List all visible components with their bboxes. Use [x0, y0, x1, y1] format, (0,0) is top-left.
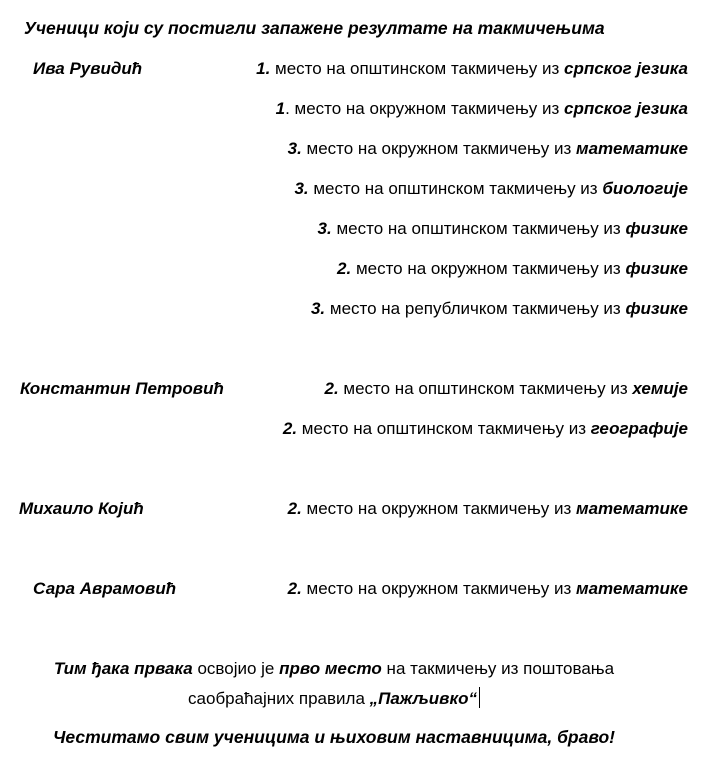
result-subject: географије: [590, 419, 688, 438]
result-text: место на окружном такмичењу из: [301, 139, 577, 158]
result-text: место на општинском такмичењу из: [297, 419, 591, 438]
result-line: [288, 139, 688, 159]
result-text: место на општинском такмичењу из: [270, 59, 564, 78]
competition-name: „Пажљивко“: [369, 689, 477, 708]
result-subject: математике: [576, 579, 688, 598]
page-title: Ученици који су постигли запажене резултате на такмичењима: [24, 18, 605, 38]
result-text: место на републичком такмичењу из: [325, 299, 626, 318]
result-line: [288, 499, 688, 519]
result-line: [256, 59, 688, 79]
result-text: . место на окружном такмичењу из: [285, 99, 564, 118]
team-place: прво место: [279, 659, 382, 678]
closing-message: Честитамо свим ученицима и њиховим наставницима, браво!: [53, 727, 615, 747]
team-paragraph-line2: [0, 687, 668, 709]
team-text: саобраћајних правила: [188, 689, 370, 708]
result-text: место на општинском такмичењу из: [338, 379, 633, 398]
result-subject: физике: [625, 299, 688, 318]
result-subject: математике: [576, 139, 688, 158]
student-name: Сара Аврамовић: [33, 579, 177, 598]
result-place: 2.: [282, 419, 298, 438]
result-line: [318, 219, 688, 239]
result-line: [283, 419, 688, 439]
result-place: 2.: [337, 259, 352, 278]
student-name: Константин Петровић: [20, 379, 224, 398]
result-place: 3.: [317, 219, 332, 238]
result-place: 2.: [287, 579, 302, 598]
result-subject: физике: [625, 219, 688, 238]
result-text: место на окружном такмичењу из: [351, 259, 626, 278]
result-subject: хемије: [632, 379, 688, 398]
result-subject: математике: [576, 499, 688, 518]
result-place: 3.: [294, 179, 309, 198]
result-place: 3.: [287, 139, 302, 158]
result-subject: српског језика: [564, 59, 688, 78]
result-text: место на општинском такмичењу из: [331, 219, 626, 238]
result-line: [294, 179, 688, 199]
result-line: [276, 99, 688, 119]
result-subject: биологије: [602, 179, 688, 198]
result-place: 3.: [310, 299, 326, 318]
student-name: Михаило Којић: [19, 499, 144, 518]
result-place: 2.: [324, 379, 339, 398]
result-place: 1: [275, 99, 286, 118]
team-text: на такмичењу из поштовања: [381, 659, 615, 678]
result-line: [311, 299, 688, 319]
result-place: 2.: [287, 499, 302, 518]
team-name: Тим ђака првака: [53, 659, 193, 678]
result-text: место на окружном такмичењу из: [301, 499, 577, 518]
result-line: [324, 379, 688, 399]
text-cursor: [479, 687, 480, 708]
result-line: [288, 579, 688, 599]
result-place: 1.: [256, 59, 271, 78]
team-text: освојио је: [192, 659, 280, 678]
result-text: место на општинском такмичењу из: [308, 179, 603, 198]
result-line: [337, 259, 688, 279]
result-subject: српског језика: [564, 99, 688, 118]
result-subject: физике: [625, 259, 688, 278]
student-name: Ива Рувидић: [33, 59, 143, 78]
team-paragraph-line1: [0, 659, 668, 679]
result-text: место на окружном такмичењу из: [301, 579, 577, 598]
